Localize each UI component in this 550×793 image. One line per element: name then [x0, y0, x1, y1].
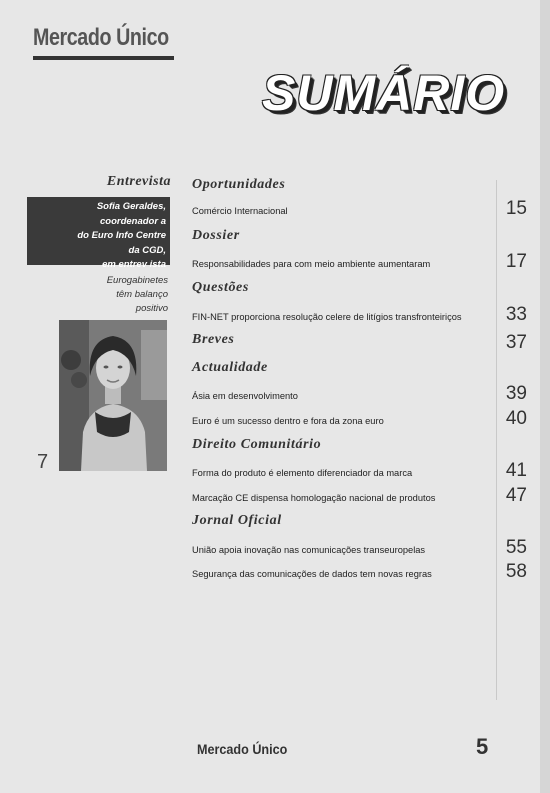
- toc-entry[interactable]: [192, 304, 532, 326]
- sidebar-note: [60, 274, 168, 316]
- interview-line: Sofia Geraldes,: [96, 201, 166, 212]
- page-title: SUMÁRIO: [262, 65, 506, 121]
- entry-page: 37: [505, 332, 527, 353]
- entry-page: 47: [505, 485, 527, 506]
- toc-entry[interactable]: [192, 485, 532, 507]
- section-heading: Jornal Oficial: [192, 513, 282, 528]
- toc-entry[interactable]: [192, 537, 532, 559]
- note-line: têm balanço: [116, 289, 168, 300]
- toc-entry[interactable]: [192, 198, 532, 220]
- toc-entry[interactable]: [192, 460, 532, 482]
- section-heading: Dossier: [192, 228, 240, 243]
- entry-title: Responsabilidades para com meio ambiente aumentaram: [192, 259, 431, 269]
- masthead: Mercado Único: [33, 24, 169, 51]
- toc-entry[interactable]: [192, 251, 532, 273]
- entry-title: Comércio Internacional: [192, 206, 288, 216]
- interview-line: coordenador a: [100, 215, 166, 227]
- toc-entry[interactable]: [192, 383, 532, 405]
- entry-page: 40: [505, 408, 527, 429]
- toc-entry[interactable]: [192, 408, 532, 430]
- section-heading: Questões: [192, 280, 249, 295]
- section-heading: Actualidade: [192, 360, 268, 375]
- entry-page: 17: [505, 251, 527, 272]
- entry-page: 33: [505, 304, 527, 325]
- interview-line: do Euro Info Centre: [77, 230, 166, 241]
- toc-entry[interactable]: [192, 332, 532, 354]
- footer-page-number: 5: [476, 734, 489, 759]
- entry-title: Ásia em desenvolvimento: [192, 391, 298, 401]
- entry-title: União apoia inovação nas comunicações transeuropelas: [192, 545, 426, 555]
- entry-page: 15: [505, 198, 527, 219]
- note-line: positivo: [135, 303, 168, 314]
- entry-title: Forma do produto é elemento diferenciador da marca: [192, 468, 413, 478]
- note-line: Eurogabinetes: [106, 275, 168, 286]
- entry-title: FIN-NET proporciona resolução celere de litígios transfronteiriços: [192, 312, 462, 322]
- entry-page: 55: [505, 537, 527, 558]
- masthead-underline: [33, 56, 174, 60]
- portrait-illustration: [59, 320, 167, 471]
- interview-page-number: 7: [37, 451, 49, 473]
- section-heading: Direito Comunitário: [192, 437, 322, 452]
- entry-page: 41: [505, 460, 527, 481]
- interview-label: Entrevista: [106, 174, 171, 189]
- footer-title: Mercado Único: [197, 741, 288, 757]
- section-heading: Breves: [192, 332, 235, 347]
- entry-title: Marcação CE dispensa homologação nacional de produtos: [192, 493, 436, 503]
- toc-entry[interactable]: [192, 561, 532, 583]
- interview-line: da CGD,: [128, 244, 166, 256]
- entry-page: 58: [505, 561, 527, 582]
- portrait-photo: [59, 320, 167, 471]
- entry-title: Segurança das comunicações de dados tem novas regras: [192, 569, 432, 579]
- section-heading: Oportunidades: [192, 177, 286, 192]
- entry-title: Euro é um sucesso dentro e fora da zona euro: [192, 416, 384, 426]
- interview-box: [27, 197, 170, 270]
- page-edge: [540, 0, 550, 793]
- interview-line: em entrev ista: [102, 259, 166, 270]
- entry-page: 39: [505, 383, 527, 404]
